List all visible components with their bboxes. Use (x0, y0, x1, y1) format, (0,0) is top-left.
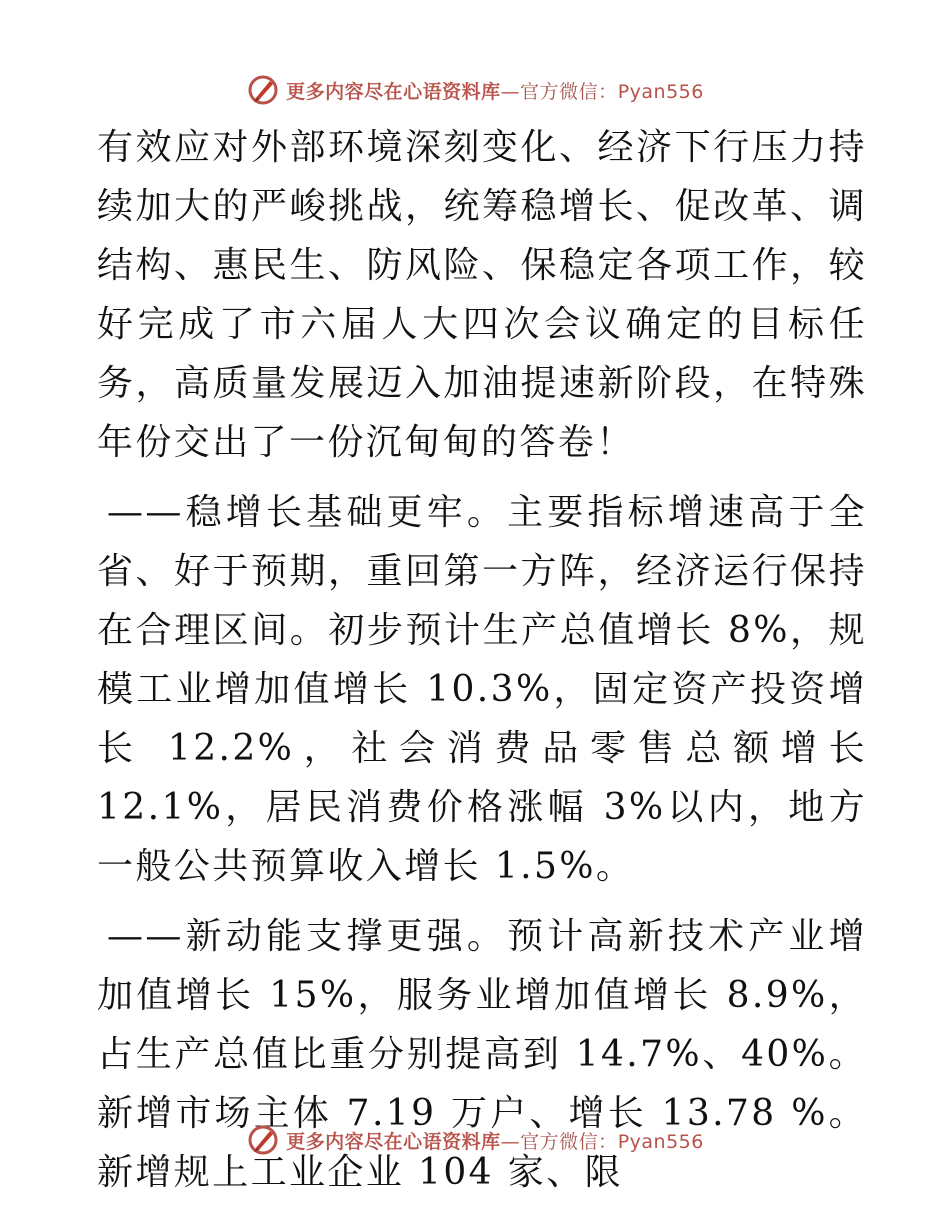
watermark-brand: 更多内容尽在心语资料库 (286, 1130, 501, 1153)
document-body (97, 118, 867, 1202)
paragraph-new-momentum: ——新动能支撑更强。预计高新技术产业增加值增长 15%，服务业增加值增长 8.9%，占生产总值比重分别提高到 14.7%、40%。新增市场主体 7.19 万户、增长 13.78 %。新增规上工业企业 104 家、限 (97, 916, 867, 1193)
watermark-handle: Pyan556 (617, 1130, 704, 1153)
watermark-handle: Pyan556 (617, 80, 704, 103)
watermark-separator: — (500, 1130, 521, 1153)
watermark-label: 官方微信： (520, 1130, 618, 1153)
paragraph-growth: ——稳增长基础更牢。主要指标增速高于全省、好于预期，重回第一方阵，经济运行保持在合理区间。初步预计生产总值增长 8%，规模工业增加值增长 10.3%，固定资产投资增长 12.2%，社会消费品零售总额增长 12.1%，居民消费价格涨幅 3%以内，地方一般公共预算收入增长 1.5%。 (97, 492, 867, 887)
quill-pen-logo-icon (246, 1123, 280, 1157)
watermark-separator: — (500, 80, 521, 103)
header-watermark (0, 70, 950, 110)
footer-watermark (0, 1120, 950, 1160)
watermark-label: 官方微信： (520, 80, 618, 103)
watermark-text (286, 77, 704, 104)
paragraph-intro: 有效应对外部环境深刻变化、经济下行压力持续加大的严峻挑战，统筹稳增长、促改革、调结构、惠民生、防风险、保稳定各项工作，较好完成了市六届人大四次会议确定的目标任务，高质量发展迈入加油提速新阶段，在特殊年份交出了一份沉甸甸的答卷！ (97, 127, 867, 463)
watermark-text (286, 1127, 704, 1154)
quill-pen-logo-icon (246, 73, 280, 107)
watermark-brand: 更多内容尽在心语资料库 (286, 80, 501, 103)
